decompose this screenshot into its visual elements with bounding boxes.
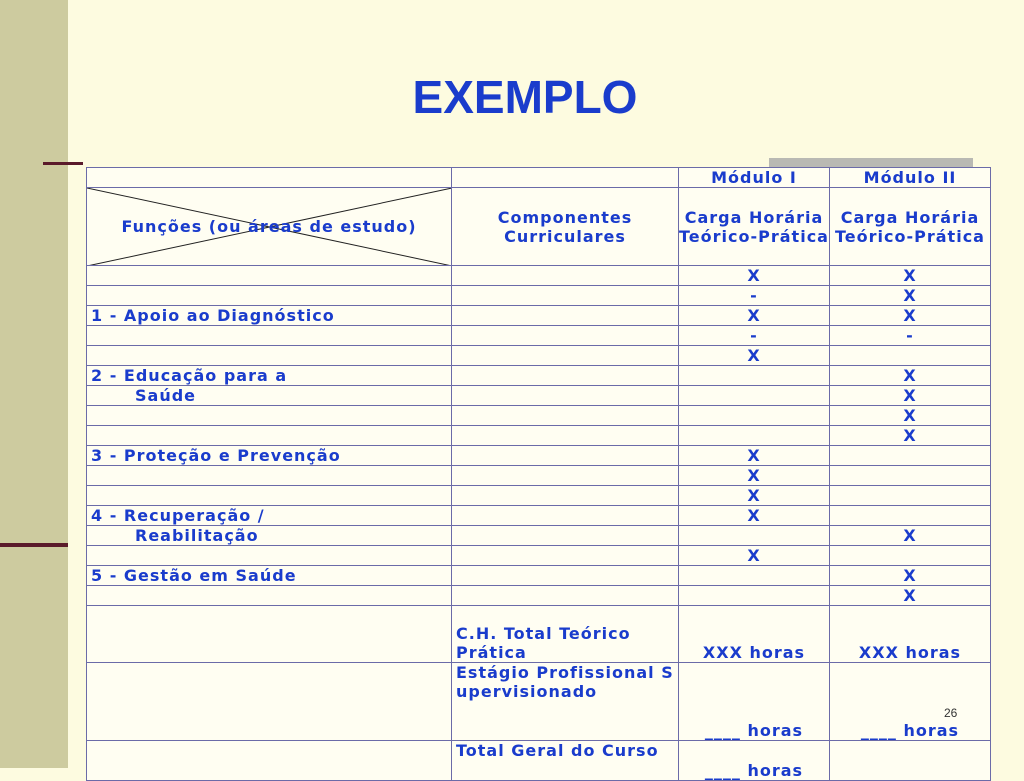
total-label: C.H. Total Teórico Prática bbox=[452, 606, 679, 663]
internship-m2: ____ horas bbox=[830, 663, 991, 741]
m1-cell: X bbox=[679, 506, 830, 526]
grand-total-label: Total Geral do Curso bbox=[452, 741, 679, 781]
m1-cell: X bbox=[679, 346, 830, 366]
grand-total-m2 bbox=[830, 741, 991, 781]
function-cell: 1 - Apoio ao Diagnóstico bbox=[87, 306, 452, 326]
m2-cell bbox=[830, 446, 991, 466]
component-cell bbox=[452, 346, 679, 366]
component-cell bbox=[452, 526, 679, 546]
m2-cell bbox=[830, 466, 991, 486]
m1-cell: - bbox=[679, 286, 830, 306]
function-cell bbox=[87, 406, 452, 426]
internship-label: Estágio Profissional Supervisionado bbox=[452, 663, 679, 741]
m1-cell: X bbox=[679, 546, 830, 566]
m2-cell: X bbox=[830, 406, 991, 426]
function-cell bbox=[87, 326, 452, 346]
function-cell bbox=[87, 741, 452, 781]
m2-cell: X bbox=[830, 566, 991, 586]
m1-cell: X bbox=[679, 466, 830, 486]
m1-cell bbox=[679, 586, 830, 606]
component-cell bbox=[452, 486, 679, 506]
function-cell: Saúde bbox=[87, 386, 452, 406]
function-cell: 5 - Gestão em Saúde bbox=[87, 566, 452, 586]
component-cell bbox=[452, 406, 679, 426]
m1-cell bbox=[679, 406, 830, 426]
functions-header-label: Funções (ou áreas de estudo) bbox=[121, 217, 417, 236]
header-empty-cell bbox=[452, 168, 679, 188]
function-cell bbox=[87, 426, 452, 446]
m1-cell bbox=[679, 426, 830, 446]
component-cell bbox=[452, 566, 679, 586]
function-cell: 3 - Proteção e Prevenção bbox=[87, 446, 452, 466]
m1-cell: X bbox=[679, 306, 830, 326]
function-cell bbox=[87, 286, 452, 306]
m1-cell: X bbox=[679, 266, 830, 286]
slide-title: EXEMPLO bbox=[412, 71, 638, 123]
component-cell bbox=[452, 446, 679, 466]
m2-cell: X bbox=[830, 386, 991, 406]
m1-cell bbox=[679, 366, 830, 386]
component-cell bbox=[452, 266, 679, 286]
component-cell bbox=[452, 286, 679, 306]
m1-cell: - bbox=[679, 326, 830, 346]
module-1-header: Módulo I bbox=[679, 168, 830, 188]
component-cell bbox=[452, 586, 679, 606]
m2-cell: X bbox=[830, 266, 991, 286]
component-cell bbox=[452, 506, 679, 526]
m1-cell: X bbox=[679, 446, 830, 466]
component-cell bbox=[452, 466, 679, 486]
function-cell bbox=[87, 546, 452, 566]
function-cell: Reabilitação bbox=[87, 526, 452, 546]
header-empty-cell bbox=[87, 168, 452, 188]
m2-cell bbox=[830, 486, 991, 506]
page-number: 26 bbox=[944, 706, 958, 720]
function-cell bbox=[87, 266, 452, 286]
functions-header bbox=[87, 188, 452, 266]
m1-cell bbox=[679, 526, 830, 546]
function-cell bbox=[87, 606, 452, 663]
total-m2: XXX horas bbox=[830, 606, 991, 663]
m2-cell bbox=[830, 506, 991, 526]
component-cell bbox=[452, 426, 679, 446]
function-cell bbox=[87, 586, 452, 606]
m2-cell: X bbox=[830, 426, 991, 446]
m2-cell: X bbox=[830, 306, 991, 326]
m1-cell: X bbox=[679, 486, 830, 506]
component-cell bbox=[452, 546, 679, 566]
function-cell bbox=[87, 663, 452, 741]
m2-cell: X bbox=[830, 586, 991, 606]
grand-total-m1: ____ horas bbox=[679, 741, 830, 781]
m2-cell: - bbox=[830, 326, 991, 346]
internship-m1: ____ horas bbox=[679, 663, 830, 741]
m2-cell: X bbox=[830, 286, 991, 306]
m1-cell bbox=[679, 566, 830, 586]
m1-cell bbox=[679, 386, 830, 406]
workload-header-2: Carga Horária Teórico-Prática bbox=[830, 188, 991, 266]
component-cell bbox=[452, 306, 679, 326]
component-cell bbox=[452, 386, 679, 406]
m2-cell: X bbox=[830, 366, 991, 386]
curriculum-table bbox=[86, 167, 991, 781]
function-cell bbox=[87, 346, 452, 366]
component-cell bbox=[452, 326, 679, 346]
function-cell: 4 - Recuperação / bbox=[87, 506, 452, 526]
decorative-line-bottom bbox=[0, 543, 68, 547]
decorative-line-top bbox=[43, 162, 83, 165]
components-header: Componentes Curriculares bbox=[452, 188, 679, 266]
function-cell: 2 - Educação para a bbox=[87, 366, 452, 386]
function-cell bbox=[87, 466, 452, 486]
total-m1: XXX horas bbox=[679, 606, 830, 663]
m2-cell bbox=[830, 346, 991, 366]
component-cell bbox=[452, 366, 679, 386]
function-cell bbox=[87, 486, 452, 506]
m2-cell: X bbox=[830, 526, 991, 546]
module-2-header: Módulo II bbox=[830, 168, 991, 188]
m2-cell bbox=[830, 546, 991, 566]
workload-header-1: Carga Horária Teórico-Prática bbox=[679, 188, 830, 266]
